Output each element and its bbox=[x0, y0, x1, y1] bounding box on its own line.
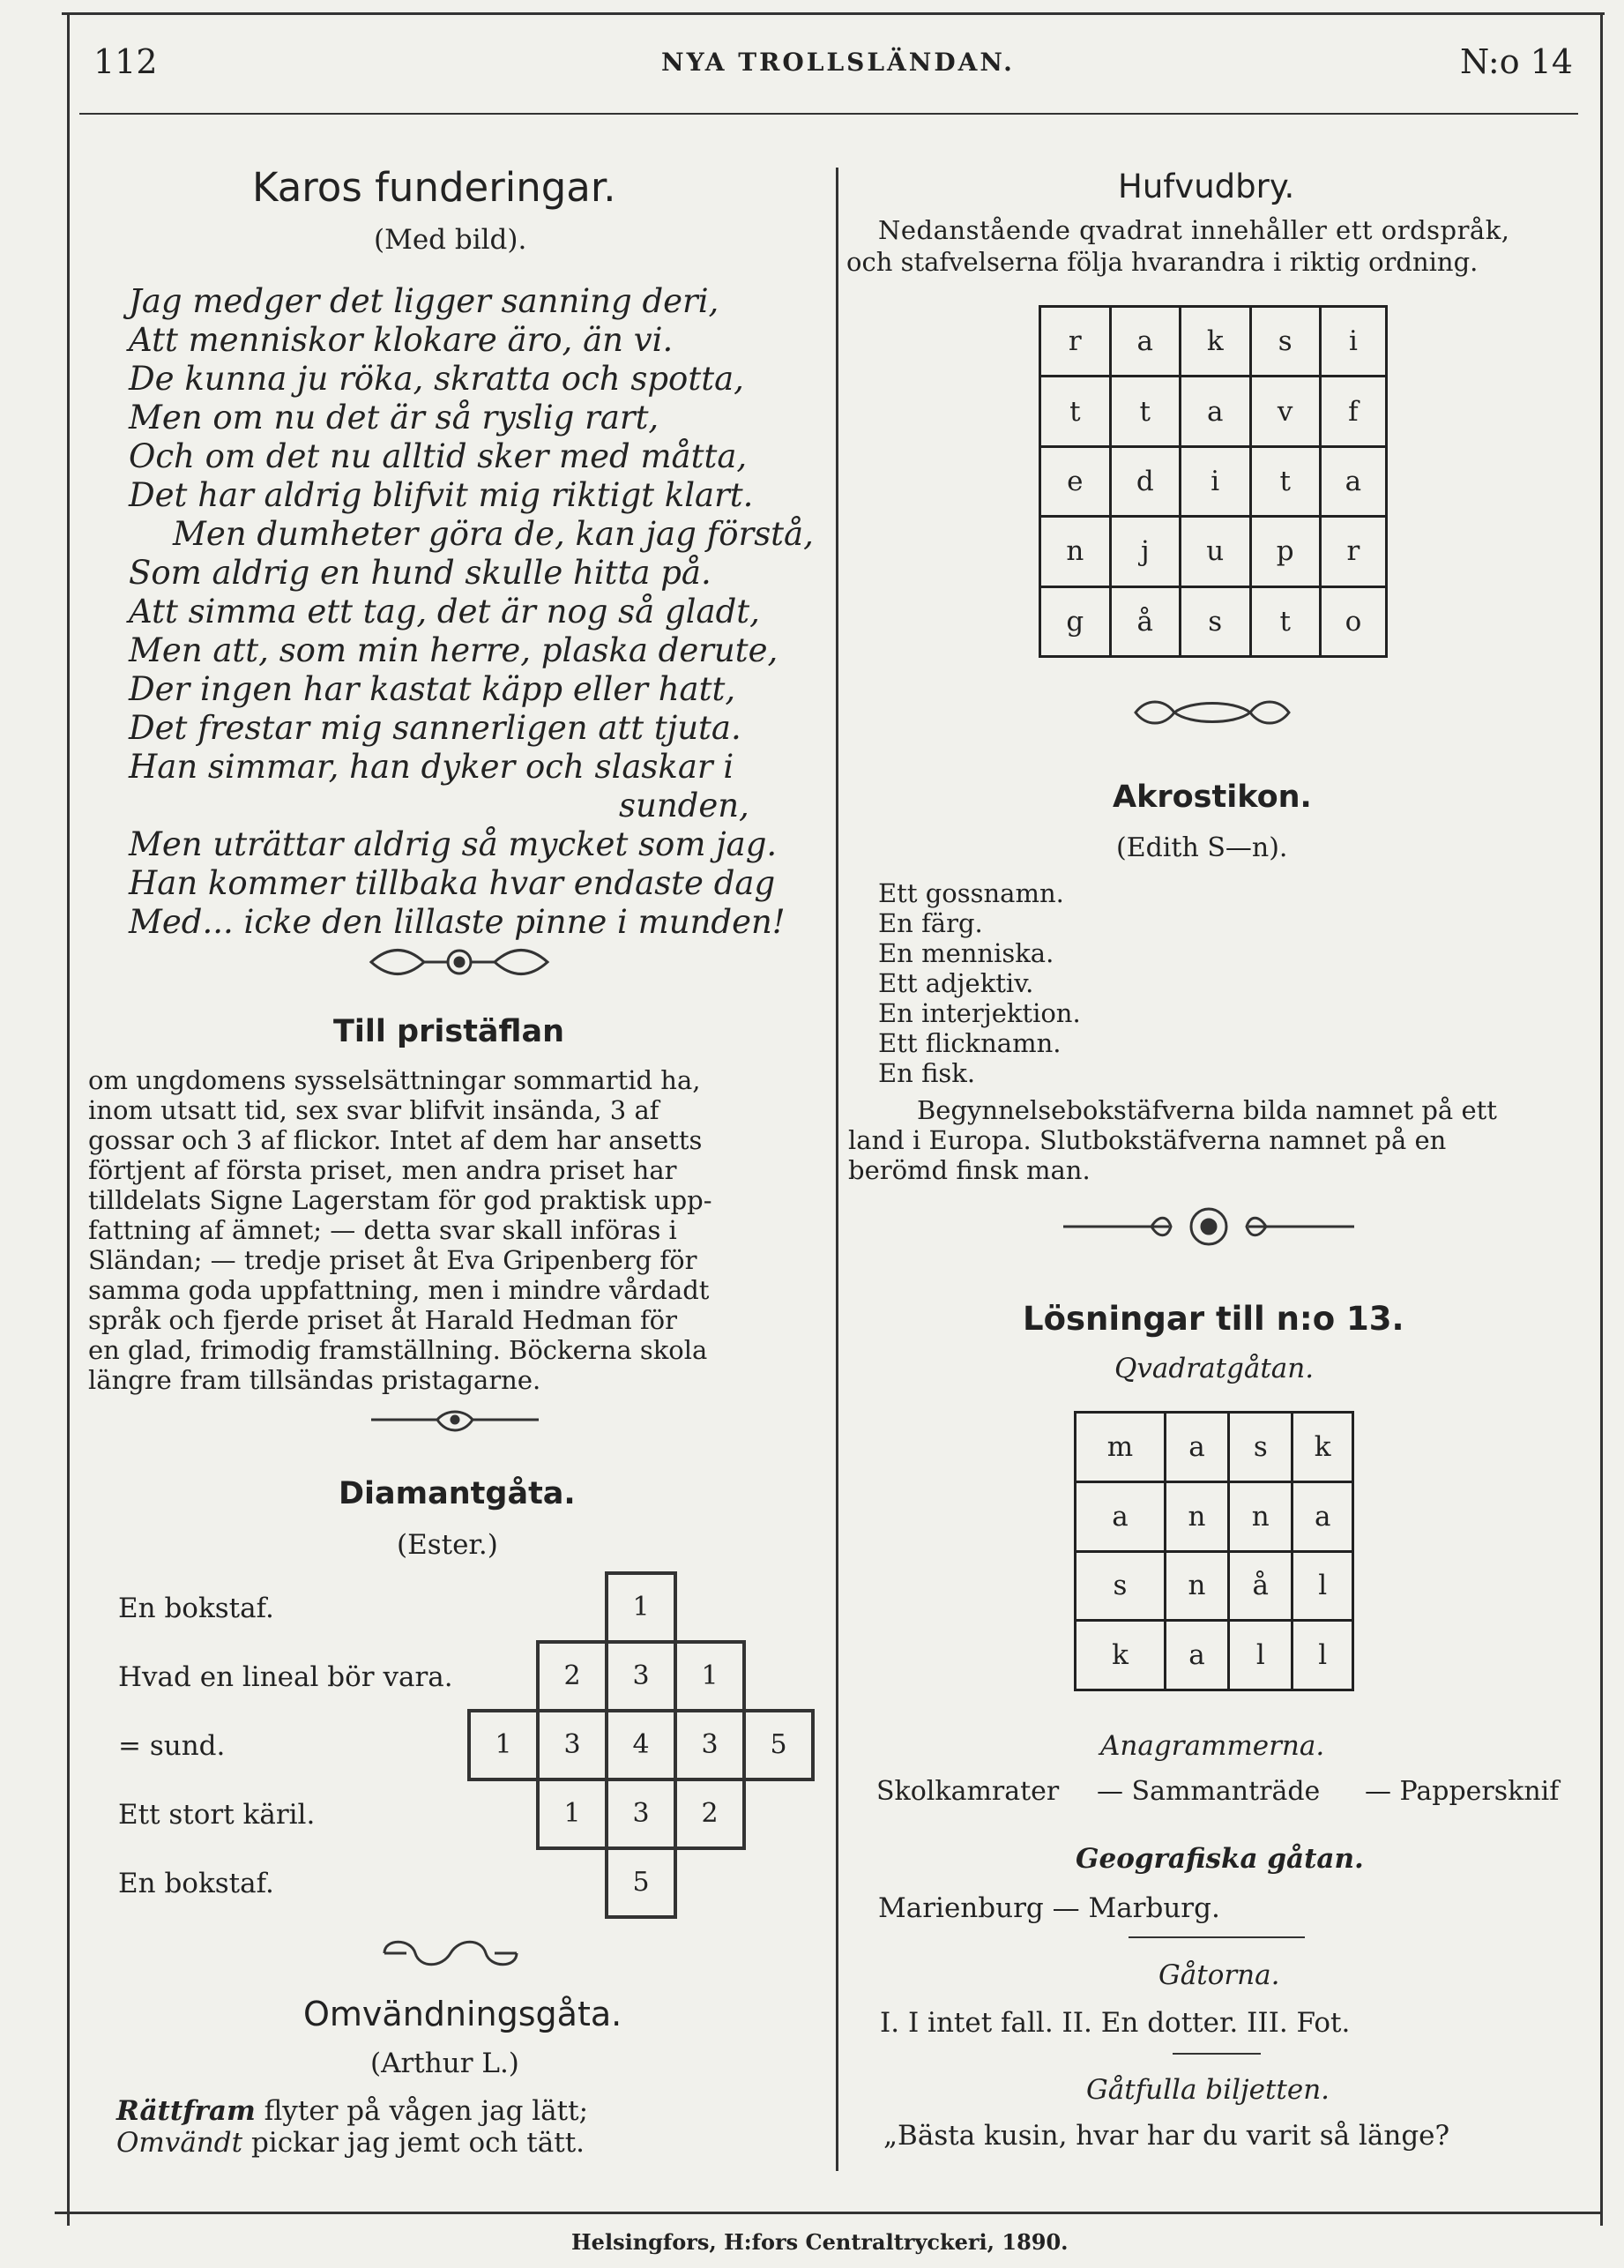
hufvudbry-intro: Nedanstående qvadrat innehåller ett ordspråk, bbox=[878, 215, 1510, 245]
akrostikon-clue: Ett adjektiv. bbox=[878, 968, 1034, 998]
diamant-title: Diamantgåta. bbox=[339, 1476, 576, 1511]
diamond-cell: 3 bbox=[605, 1778, 677, 1850]
akrostikon-clue: En färg. bbox=[878, 908, 983, 938]
grid-cell: a bbox=[1180, 377, 1250, 446]
grid-cell: r bbox=[1040, 307, 1111, 377]
diamond-cell: 5 bbox=[742, 1709, 815, 1781]
poem-line: Med... icke den lillaste pinne i munden! bbox=[129, 903, 786, 941]
hufvudbry-grid bbox=[1039, 305, 1388, 658]
grid-cell: t bbox=[1250, 446, 1320, 516]
akrostikon-clue: Ett gossnamn. bbox=[878, 878, 1064, 908]
poem-line: Han simmar, han dyker och slaskar i bbox=[129, 748, 734, 786]
footer-rule bbox=[55, 2212, 1603, 2214]
akrostikon-title: Akrostikon. bbox=[1113, 780, 1312, 815]
grid-cell: t bbox=[1250, 586, 1320, 656]
akrostikon-author: (Edith S—n). bbox=[1116, 832, 1288, 863]
poem-line: Jag medger det ligger sanning deri, bbox=[129, 282, 719, 320]
grid-cell: t bbox=[1040, 377, 1111, 446]
karos-subtitle: (Med bild). bbox=[374, 224, 527, 256]
omvandning-line-2: Omvändt pickar jag jemt och tätt. bbox=[116, 2127, 585, 2159]
diamant-clue: Hvad en lineal bör vara. bbox=[118, 1661, 453, 1693]
grid-cell: å bbox=[1229, 1551, 1292, 1621]
anagram-item: — Sammanträde bbox=[1097, 1776, 1321, 1807]
ornament-scroll bbox=[376, 1931, 525, 1975]
grid-cell: d bbox=[1110, 446, 1180, 516]
poem-line: Men dumheter göra de, kan jag förstå, bbox=[173, 515, 814, 553]
diamant-clue: En bokstaf. bbox=[118, 1593, 274, 1624]
geo-answer: Marienburg — Marburg. bbox=[878, 1892, 1220, 1924]
grid-cell: i bbox=[1320, 307, 1386, 377]
grid-cell: l bbox=[1292, 1551, 1353, 1621]
omvandning-author: (Arthur L.) bbox=[370, 2048, 519, 2079]
grid-cell: o bbox=[1320, 586, 1386, 656]
poem-line: Och om det nu alltid sker med måtta, bbox=[129, 437, 748, 475]
section-rule bbox=[1173, 2053, 1261, 2055]
ornament-rosette bbox=[1063, 1205, 1354, 1249]
top-border bbox=[62, 12, 1605, 15]
grid-cell: t bbox=[1110, 377, 1180, 446]
diamond-cell: 5 bbox=[605, 1846, 677, 1919]
poem-line: Men uträttar aldrig så mycket som jag. bbox=[129, 825, 778, 863]
anagram-item: — Pappersknif bbox=[1365, 1776, 1560, 1807]
header-rule bbox=[79, 113, 1578, 115]
akrostikon-note: Begynnelsebokstäfverna bilda namnet på ett bbox=[917, 1095, 1497, 1125]
grid-cell: k bbox=[1180, 307, 1250, 377]
grid-cell: s bbox=[1076, 1551, 1166, 1621]
grid-cell: s bbox=[1229, 1413, 1292, 1482]
grid-cell: j bbox=[1110, 517, 1180, 586]
geo-title: Geografiska gåtan. bbox=[1076, 1843, 1364, 1875]
poem-line: Som aldrig en hund skulle hitta på. bbox=[129, 554, 711, 592]
grid-cell: a bbox=[1320, 446, 1386, 516]
gatorna-answer: I. I intet fall. II. En dotter. III. Fot. bbox=[880, 2007, 1351, 2039]
poem-line: Men att, som min herre, plaska derute, bbox=[129, 631, 778, 669]
ornament-divider bbox=[367, 942, 552, 982]
grid-cell: n bbox=[1165, 1481, 1228, 1551]
diamant-clue: = sund. bbox=[118, 1730, 226, 1762]
diamond-cell: 4 bbox=[605, 1709, 677, 1781]
poem-line: Han kommer tillbaka hvar endaste dag bbox=[129, 864, 776, 902]
grid-cell: i bbox=[1180, 446, 1250, 516]
akrostikon-clue: En menniska. bbox=[878, 938, 1054, 968]
poem-line: Att menniskor klokare äro, än vi. bbox=[129, 321, 674, 359]
biljett-title: Gåtfulla biljetten. bbox=[1086, 2074, 1330, 2106]
grid-cell: k bbox=[1076, 1621, 1166, 1690]
poem-line: Det frestar mig sannerligen att tjuta. bbox=[129, 709, 741, 747]
grid-cell: s bbox=[1180, 586, 1250, 656]
grid-cell: n bbox=[1165, 1551, 1228, 1621]
anagram-title: Anagrammerna. bbox=[1100, 1730, 1325, 1762]
pristaflan-text: om ungdomens sysselsättningar sommartid ha, inom utsatt tid, sex svar blifvit insända, 3 af gossar och 3 af flickor. Intet af dem har ansetts förtjent af första priset, men andra priset har tilldelats Signe Lagerstam för god praktisk upp- fattning af ämnet; — detta svar skall införas i Sländan; — tredje priset åt Eva Gripenberg för samma goda uppfattning, men i mindre vårdadt språk och fjerde priset åt Harald Hedman för en glad, frimodig framställning. Böckerna skola längre fram tillsändas pristagarne. bbox=[88, 1065, 712, 1395]
diamond-cell: 1 bbox=[674, 1640, 746, 1712]
karos-title: Karos funderingar. bbox=[252, 164, 616, 211]
column-divider bbox=[836, 168, 838, 2171]
running-title: NYA TROLLSLÄNDAN. bbox=[661, 48, 1015, 77]
grid-cell: a bbox=[1292, 1481, 1353, 1551]
grid-cell: l bbox=[1229, 1621, 1292, 1690]
akrostikon-clue: Ett flicknamn. bbox=[878, 1028, 1062, 1058]
issue-number: N:o 14 bbox=[1460, 42, 1574, 81]
grid-cell: a bbox=[1076, 1481, 1166, 1551]
grid-cell: l bbox=[1292, 1621, 1353, 1690]
diamond-cell: 2 bbox=[674, 1778, 746, 1850]
diamond-cell: 2 bbox=[536, 1640, 608, 1712]
diamant-clue: Ett stort käril. bbox=[118, 1799, 316, 1831]
poem-line: De kunna ju röka, skratta och spotta, bbox=[129, 360, 744, 398]
right-border bbox=[1600, 12, 1603, 2226]
qvadrat-title: Qvadratgåtan. bbox=[1114, 1353, 1315, 1384]
grid-cell: p bbox=[1250, 517, 1320, 586]
diamond-cell: 1 bbox=[467, 1709, 540, 1781]
grid-cell: n bbox=[1040, 517, 1111, 586]
diamond-cell: 1 bbox=[536, 1778, 608, 1850]
grid-cell: r bbox=[1320, 517, 1386, 586]
omvandning-line-1: Rättfram flyter på vågen jag lätt; bbox=[116, 2095, 589, 2127]
left-border bbox=[67, 12, 70, 2226]
poem-line: Men om nu det är så ryslig rart, bbox=[129, 399, 659, 436]
grid-cell: n bbox=[1229, 1481, 1292, 1551]
footer-imprint: Helsingfors, H:fors Centraltryckeri, 1890. bbox=[571, 2229, 1069, 2255]
qvadrat-grid bbox=[1074, 1411, 1354, 1691]
akrostikon-note: berömd finsk man. bbox=[848, 1155, 1091, 1185]
poem-line: Det har aldrig blifvit mig riktigt klart. bbox=[129, 476, 754, 514]
biljett-answer: „Bästa kusin, hvar har du varit så länge? bbox=[883, 2120, 1450, 2152]
poem-line: Der ingen har kastat käpp eller hatt, bbox=[129, 670, 736, 708]
diamant-author: (Ester.) bbox=[397, 1529, 498, 1561]
grid-cell: a bbox=[1165, 1621, 1228, 1690]
diamant-clue: En bokstaf. bbox=[118, 1868, 274, 1899]
anagram-item: Skolkamrater bbox=[876, 1776, 1060, 1807]
grid-cell: v bbox=[1250, 377, 1320, 446]
poem-line: sunden, bbox=[619, 787, 749, 824]
gatorna-title: Gåtorna. bbox=[1158, 1959, 1280, 1991]
losningar-title: Lösningar till n:o 13. bbox=[1023, 1300, 1404, 1338]
diamond-cell: 3 bbox=[536, 1709, 608, 1781]
diamond-cell: 1 bbox=[605, 1571, 677, 1644]
ornament-small bbox=[367, 1407, 543, 1439]
diamond-cell: 3 bbox=[674, 1709, 746, 1781]
grid-cell: u bbox=[1180, 517, 1250, 586]
grid-cell: e bbox=[1040, 446, 1111, 516]
omvandning-title: Omvändningsgåta. bbox=[303, 1995, 622, 2033]
ornament-divider bbox=[1129, 695, 1296, 730]
akrostikon-clue: En interjektion. bbox=[878, 998, 1081, 1028]
grid-cell: s bbox=[1250, 307, 1320, 377]
akrostikon-clue: En fisk. bbox=[878, 1058, 976, 1088]
grid-cell: k bbox=[1292, 1413, 1353, 1482]
grid-cell: å bbox=[1110, 586, 1180, 656]
diamond-cell: 3 bbox=[605, 1640, 677, 1712]
pristaflan-title: Till pristäflan bbox=[333, 1014, 565, 1049]
grid-cell: a bbox=[1110, 307, 1180, 377]
akrostikon-note: land i Europa. Slutbokstäfverna namnet på en bbox=[848, 1125, 1447, 1155]
grid-cell: a bbox=[1165, 1413, 1228, 1482]
page-number: 112 bbox=[93, 42, 158, 81]
grid-cell: g bbox=[1040, 586, 1111, 656]
grid-cell: m bbox=[1076, 1413, 1166, 1482]
hufvudbry-title: Hufvudbry. bbox=[1118, 168, 1295, 205]
poem-line: Att simma ett tag, det är nog så gladt, bbox=[129, 593, 760, 630]
grid-cell: f bbox=[1320, 377, 1386, 446]
hufvudbry-intro: och stafvelserna följa hvarandra i riktig ordning. bbox=[846, 247, 1479, 277]
section-rule bbox=[1129, 1936, 1305, 1938]
